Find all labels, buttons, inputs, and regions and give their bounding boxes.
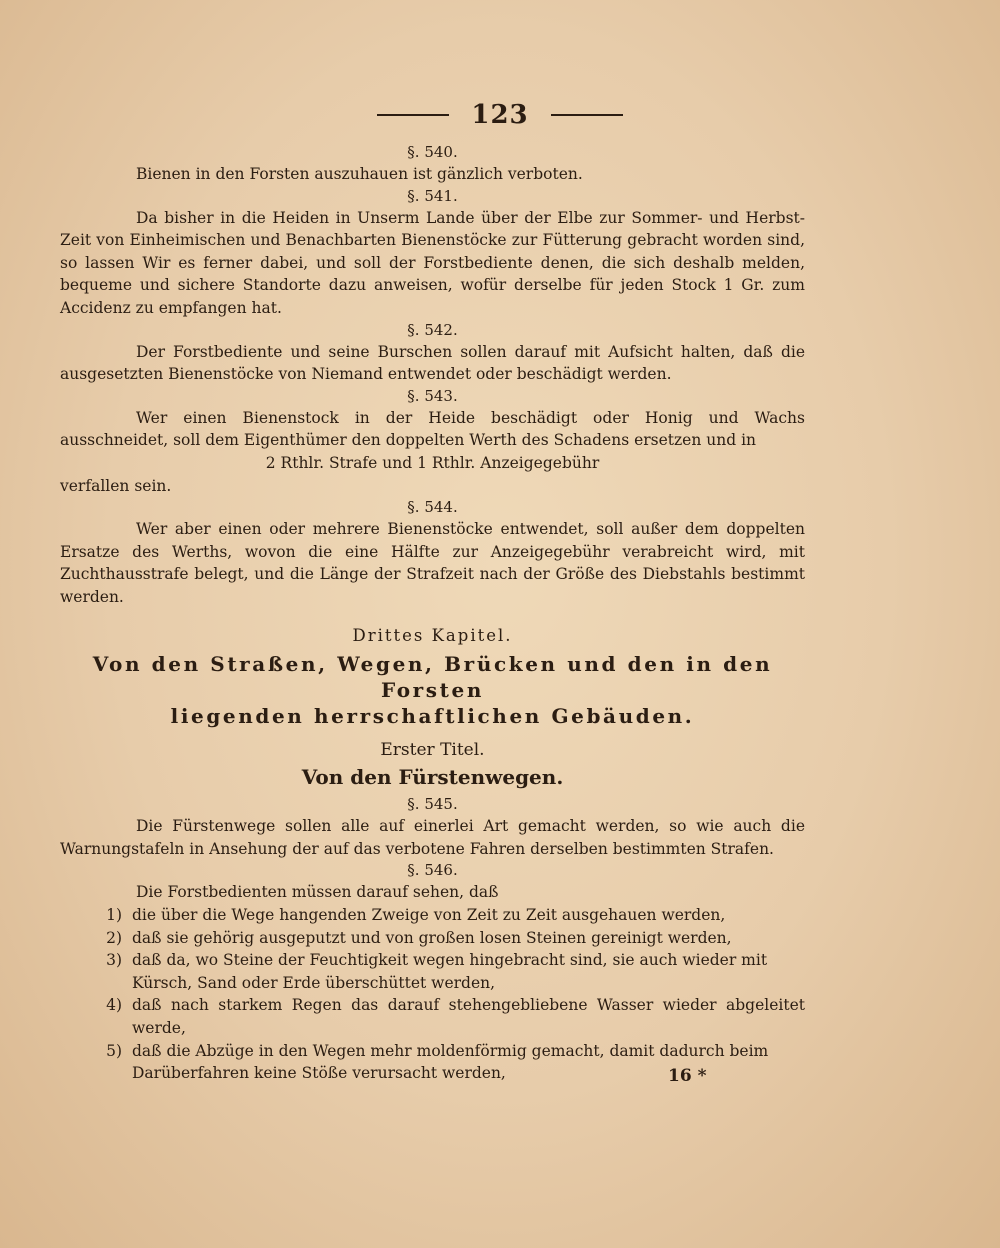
numbered-list <box>60 904 805 1085</box>
chapter-title-line-1: Von den Straßen, Wegen, Brücken und den in den Forsten <box>92 652 773 703</box>
list-item-text: daß nach starkem Regen das darauf stehengebliebene Wasser wieder abgeleitet werde, <box>132 996 805 1038</box>
page-number: 123 <box>471 100 529 130</box>
paragraph-number-543: §. 543. <box>407 386 458 405</box>
list-item-number: 3) <box>106 951 122 970</box>
header-rule-right <box>551 114 623 116</box>
list-item <box>60 904 805 927</box>
page-header <box>0 100 1000 130</box>
list-item <box>60 994 805 1039</box>
section-text-540: Bienen in den Forsten auszuhauen ist gänzlich verboten. <box>136 165 583 183</box>
list-item-text: die über die Wege hangenden Zweige von Zeit zu Zeit ausgehauen werden, <box>132 906 726 925</box>
section-text-544: Wer aber einen oder mehrere Bienenstöcke entwendet, soll außer dem doppelten Ersatze des Werths, wovon die eine Hälfte zur Anzeigegebühr verabreicht wird, mit Zuchthausstrafe belegt, und die Länge der Strafzeit nach der Größe des Diebstahls bestimmt werden. <box>60 520 805 606</box>
paragraph-number-544: §. 544. <box>407 498 458 517</box>
chapter-title-line-2: liegenden herrschaftlichen Gebäuden. <box>170 704 695 729</box>
paragraph-number-546: §. 546. <box>407 861 458 880</box>
section-text-543-penalty-line: 2 Rthlr. Strafe und 1 Rthlr. Anzeigegebühr <box>265 453 600 472</box>
list-item-text: daß da, wo Steine der Feuchtigkeit wegen hingebracht sind, sie auch wieder mit <box>132 951 768 970</box>
titel-heading: Von den Fürstenwegen. <box>301 764 564 789</box>
list-item-continuation: Kürsch, Sand oder Erde überschüttet werden, <box>132 973 496 992</box>
list-item-number: 2) <box>106 928 122 947</box>
list-item-text-wrap <box>132 949 805 994</box>
section-text-543-end: verfallen sein. <box>60 476 172 495</box>
list-item <box>60 927 805 950</box>
section-text-542: Der Forstbediente und seine Burschen sollen darauf mit Aufsicht halten, daß die ausgesetzten Bienenstöcke von Niemand entwendet oder beschädigt werden. <box>60 342 805 384</box>
section-text-545: Die Fürstenwege sollen alle auf einerlei Art gemacht werden, so wie auch die Warnungstafeln in Ansehung der auf das verbotene Fahren derselben bestimmten Strafen. <box>60 817 805 858</box>
list-item-continuation: Darüberfahren keine Stöße verursacht werden, <box>132 1064 506 1083</box>
list-item <box>60 949 805 994</box>
paragraph-number-545: §. 545. <box>407 795 458 814</box>
titel-label: Erster Titel. <box>380 740 485 761</box>
section-text-546: Die Forstbedienten müssen darauf sehen, daß <box>136 883 499 902</box>
chapter-label: Drittes Kapitel. <box>352 625 513 645</box>
section-text-543: Wer einen Bienenstock in der Heide beschädigt oder Honig und Wachs ausschneidet, soll dem Eigenthümer den doppelten Werth des Schadens ersetzen und in <box>60 408 805 450</box>
header-rule-left <box>377 114 449 116</box>
section-text-541: Da bisher in die Heiden in Unserm Lande über der Elbe zur Sommer- und Herbst-Zeit von Einheimischen und Benachbarten Bienenstöcke zur Fütterung gebracht worden sind, so lassen Wir es ferner dabei, und soll der Forstbediente denen, die sich deshalb melden, bequeme und sichere Standorte dazu anweisen, wofür derselbe für jeden Stock 1 Gr. zum Accidenz zu empfangen hat. <box>60 208 805 317</box>
paragraph-number-542: §. 542. <box>407 320 458 339</box>
paragraph-number-541: §. 541. <box>407 186 458 205</box>
list-item-text: daß die Abzüge in den Wegen mehr moldenförmig gemacht, damit dadurch beim <box>132 1041 769 1060</box>
page-body <box>60 142 805 1085</box>
list-item-number: 4) <box>106 996 122 1015</box>
paragraph-number-540: §. 540. <box>407 143 458 161</box>
list-item-number: 5) <box>106 1041 122 1060</box>
list-item-text: daß sie gehörig ausgeputzt und von großen losen Steinen gereinigt werden, <box>132 928 732 947</box>
signature-mark: 16 * <box>668 1066 707 1086</box>
list-item-number: 1) <box>106 906 122 925</box>
